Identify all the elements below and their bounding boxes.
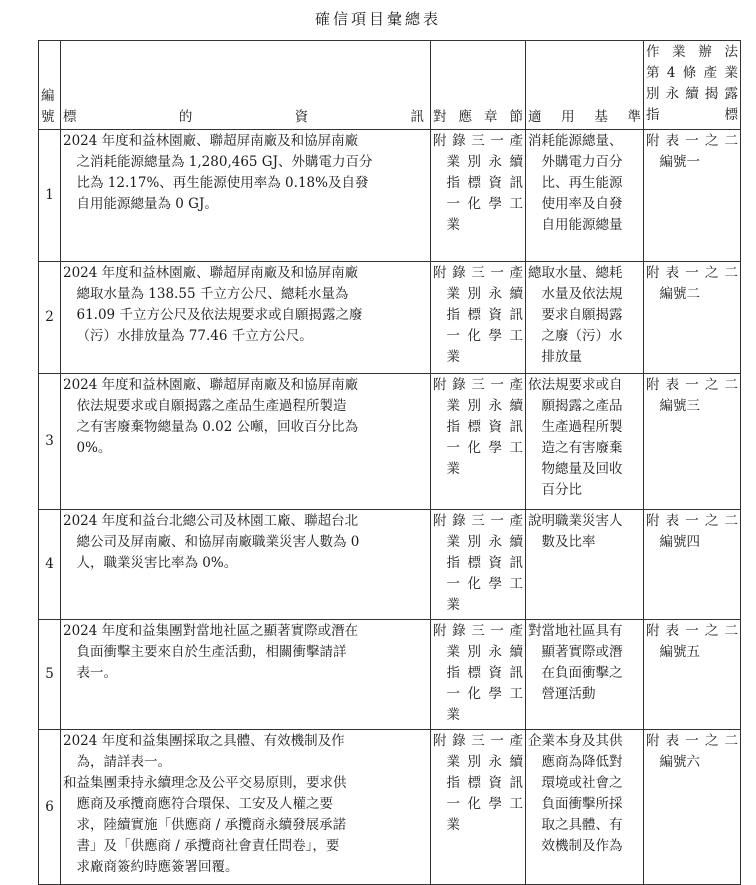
- subject-cell: 2024 年度和益集團對當地社區之顯著實際或潛在 負面衝擊主要來自於生產活動，相關衝擊請詳 表一。: [61, 620, 431, 730]
- criteria-cell: 說明職業災害人 數及比率: [526, 510, 644, 620]
- header-indicator: 作業辦法 第4條產業 別永續揭露 指標: [644, 41, 741, 130]
- table-row: [39, 510, 741, 620]
- criteria-cell: 總取水量、總耗 水量及依法規 要求自願揭露 之廢（污）水 排放量: [526, 262, 644, 374]
- chapter-cell: 附錄三一產 業別永續 指標資訊 一化學工 業: [431, 510, 526, 620]
- criteria-cell: 企業本身及其供 應商為降低對 環境或社會之 負面衝擊所採 取之具體、有 效機制及作為: [526, 730, 644, 885]
- table-row: [39, 130, 741, 262]
- row-number: 6: [39, 730, 61, 885]
- subject-cell: 2024 年度和益林園廠、聯超屏南廠及和協屏南廠 之消耗能源總量為 1,280,465 GJ、外購電力百分 比為 12.17%、再生能源使用率為 0.18%及自發 自用能源總量為 0 GJ。: [61, 130, 431, 262]
- header-no: 編號: [39, 41, 61, 130]
- table-header-row: [39, 41, 741, 130]
- header-subject: 標的資訊: [61, 41, 431, 130]
- subject-cell: 2024 年度和益台北總公司及林園工廠、聯超台北 總公司及屏南廠、和協屏南廠職業災害人數為 0 人，職業災害比率為 0%。: [61, 510, 431, 620]
- indicator-cell: 附表一之二 編號五: [644, 620, 741, 730]
- indicator-cell: 附表一之二 編號三: [644, 374, 741, 510]
- chapter-cell: 附錄三一產 業別永續 指標資訊 一化學工 業: [431, 730, 526, 885]
- subject-cell: 2024 年度和益林園廠、聯超屏南廠及和協屏南廠 依法規要求或自願揭露之產品生產過程所製造 之有害廢棄物總量為 0.02 公噸，回收百分比為 0%。: [61, 374, 431, 510]
- document-title: 確信項目彙總表: [314, 10, 441, 28]
- assurance-summary-table: [38, 40, 741, 885]
- chapter-cell: 附錄三一產 業別永續 指標資訊 一化學工 業: [431, 130, 526, 262]
- criteria-cell: 消耗能源總量、 外購電力百分 比、再生能源 使用率及自發 自用能源總量: [526, 130, 644, 262]
- chapter-cell: 附錄三一產 業別永續 指標資訊 一化學工 業: [431, 620, 526, 730]
- chapter-cell: 附錄三一產 業別永續 指標資訊 一化學工 業: [431, 262, 526, 374]
- subject-cell: 2024 年度和益集團採取之具體、有效機制及作 為，請詳表一。 和益集團秉持永續理念及公平交易原則，要求供 應商及承攬商應符合環保、工安及人權之要 求，陸續實施「供應商 / 承攬商永續發展承諾 書」及「供應商 / 承攬商社會責任問卷」，要 求廠商簽約時應簽署回覆。: [61, 730, 431, 885]
- table-row: [39, 620, 741, 730]
- row-number: 1: [39, 130, 61, 262]
- indicator-cell: 附表一之二 編號四: [644, 510, 741, 620]
- criteria-cell: 對當地社區具有 顯著實際或潛 在負面衝擊之 營運活動: [526, 620, 644, 730]
- header-criteria: 適用基準: [526, 41, 644, 130]
- criteria-cell: 依法規要求或自 願揭露之產品 生產過程所製 造之有害廢棄 物總量及回收 百分比: [526, 374, 644, 510]
- table-row: [39, 730, 741, 885]
- indicator-cell: 附表一之二 編號二: [644, 262, 741, 374]
- chapter-cell: 附錄三一產 業別永續 指標資訊 一化學工 業: [431, 374, 526, 510]
- row-number: 4: [39, 510, 61, 620]
- row-number: 5: [39, 620, 61, 730]
- indicator-cell: 附表一之二 編號六: [644, 730, 741, 885]
- table-row: [39, 262, 741, 374]
- row-number: 3: [39, 374, 61, 510]
- header-chapter: 對應章節: [431, 41, 526, 130]
- table-row: [39, 374, 741, 510]
- row-number: 2: [39, 262, 61, 374]
- subject-cell: 2024 年度和益林園廠、聯超屏南廠及和協屏南廠 總取水量為 138.55 千立方公尺、總耗水量為 61.09 千立方公尺及依法規要求或自願揭露之廢 （污）水排放量為 77.46 千立方公尺。: [61, 262, 431, 374]
- indicator-cell: 附表一之二 編號一: [644, 130, 741, 262]
